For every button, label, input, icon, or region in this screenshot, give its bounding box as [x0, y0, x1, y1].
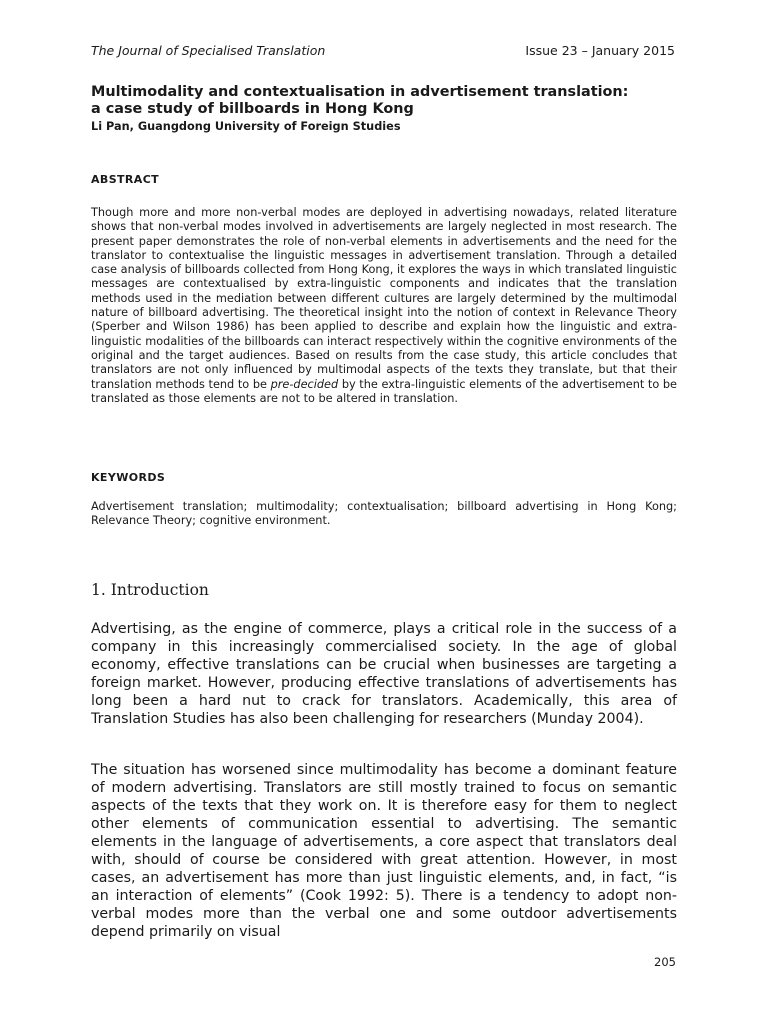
introduction-paragraph-2: The situation has worsened since multimodality has become a dominant feature of modern advertising. Translators are still mostly trained to focus on semantic aspects of the texts that they work on. It is therefore easy for them to neglect other elements of communication essential to advertising. The semantic elements in the language of advertisements, a core aspect that translators deal with, should of course be considered with great attention. However, in most cases, an advertisement has more than just linguistic elements, and, in fact, “is an interaction of elements” (Cook 1992: 5). There is a tendency to adopt non-verbal modes more than the verbal one and some outdoor advertisements depend primarily on visual [91, 762, 677, 940]
introduction-paragraph-1: Advertising, as the engine of commerce, plays a critical role in the success of a company in this increasingly commercialised society. In the age of global economy, effective translations can be crucial when businesses are targeting a foreign market. However, producing effective translations of advertisements has long been a hard nut to crack for translators. Academically, this area of Translation Studies has also been challenging for researchers (Munday 2004). [91, 621, 677, 727]
running-header [91, 43, 675, 59]
article-title-line-1: Multimodality and contextualisation in advertisement translation: [91, 84, 629, 100]
article-title [91, 84, 691, 118]
abstract-emphasis: pre-decided [270, 377, 339, 391]
keywords-heading: KEYWORDS [91, 471, 166, 484]
abstract-text-part-1: Though more and more non-verbal modes are deployed in advertising nowadays, related literature shows that non-verbal modes involved in advertisements are largely neglected in most research. The present paper demonstrates the role of non-verbal elements in advertisements and the need for the translator to contextualise the linguistic messages in advertisement translation. Through a detailed case analysis of billboards collected from Hong Kong, it explores the ways in which translated linguistic messages are contextualised by extra-linguistic components and indicates that the translation methods used in the mediation between different cultures are largely determined by the multimodal nature of billboard advertising. The theoretical insight into the notion of context in Relevance Theory (Sperber and Wilson 1986) has been applied to describe and explain how the linguistic and extra-linguistic modalities of the billboards can interact respectively within the cognitive environments of the original and the target audiences. Based on results from the case study, this article concludes that translators are not only influenced by multimodal aspects of the texts they translate, but that their translation methods tend to be [91, 206, 677, 391]
journal-name: The Journal of Specialised Translation [91, 43, 326, 58]
abstract-text-part-2: by the extra-linguistic elements of the advertisement to be translated as those elements are not to be altered in translation. [91, 377, 677, 405]
keywords-text: Advertisement translation; multimodality; contextualisation; billboard advertising in Hong Kong; Relevance Theory; cognitive environment. [91, 500, 677, 528]
author-affiliation: Li Pan, Guangdong University of Foreign Studies [91, 120, 401, 133]
issue-info: Issue 23 – January 2015 [525, 43, 675, 58]
abstract-heading: ABSTRACT [91, 173, 160, 186]
abstract-text [91, 206, 677, 406]
introduction-heading: 1. Introduction [91, 581, 209, 599]
article-title-line-2: a case study of billboards in Hong Kong [91, 101, 414, 117]
page-number: 205 [654, 955, 676, 969]
